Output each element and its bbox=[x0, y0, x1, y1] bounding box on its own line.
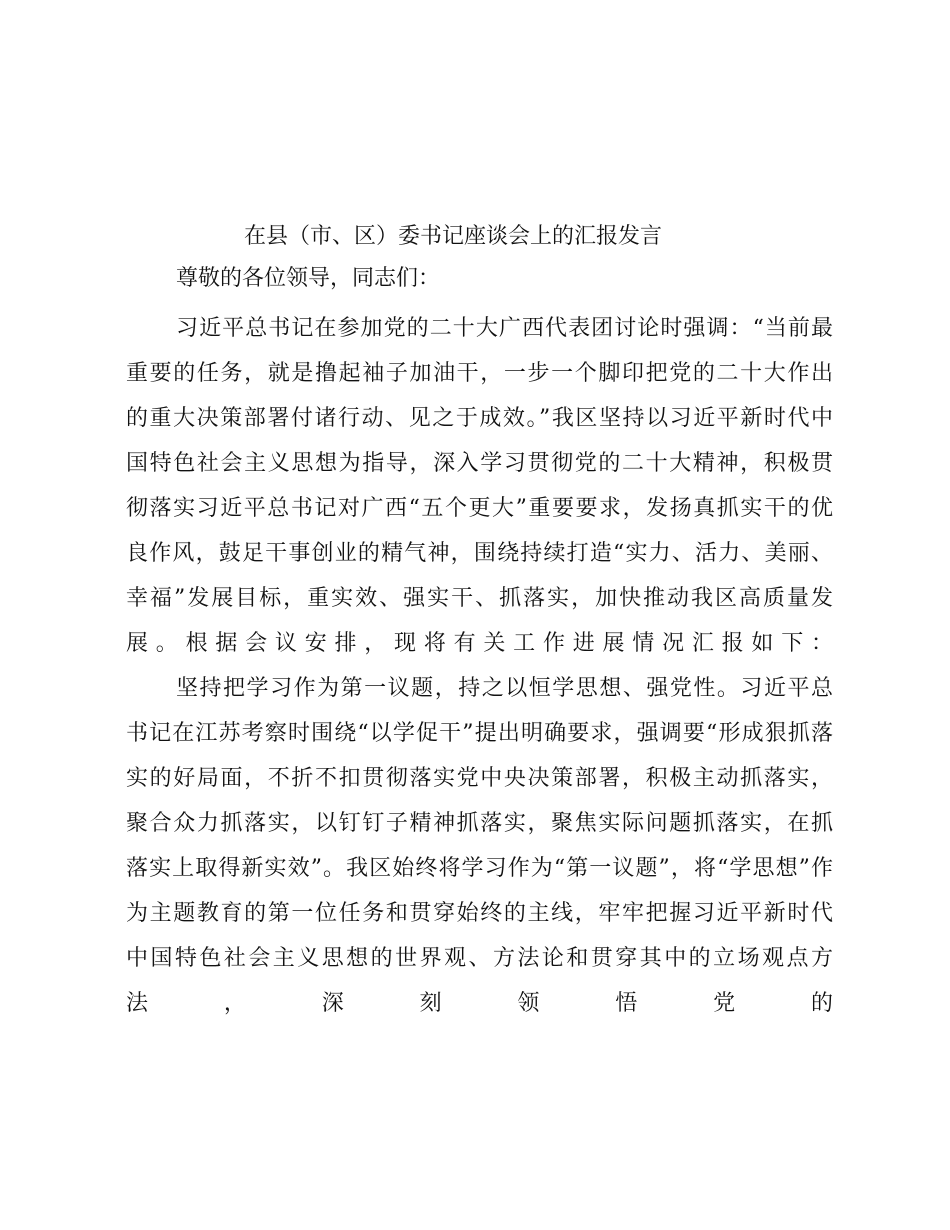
document-body bbox=[126, 218, 834, 1026]
paragraph-intro: 习近平总书记在参加党的二十大广西代表团讨论时强调：“当前最重要的任务，就是撸起袖子加油干，一步一个脚印把党的二十大作出的重大决策部署付诸行动、见之于成效。”我区坚持以习近平新时代中国特色社会主义思想为指导，深入学习贯彻党的二十大精神，积极贯彻落实习近平总书记对广西“五个更大”重要要求，发扬真抓实干的优良作风，鼓足干事创业的精气神，围绕持续打造“实力、活力、美丽、幸福”发展目标，重实效、强实干、抓落实，加快推动我区高质量发展。根据会议安排，现将有关工作进展情况汇报如下： bbox=[126, 316, 834, 656]
paragraph-study-first: 坚持把学习作为第一议题，持之以恒学思想、强党性。习近平总书记在江苏考察时围绕“以学促干”提出明确要求，强调要“形成狠抓落实的好局面，不折不扣贯彻落实党中央决策部署，积极主动抓落实，聚合众力抓落实，以钉钉子精神抓落实，聚焦实际问题抓落实，在抓落实上取得新实效”。我区始终将学习作为“第一议题”，将“学思想”作为主题教育的第一位任务和贯穿始终的主线，牢牢把握习近平新时代中国特色社会主义思想的世界观、方法论和贯穿其中的立场观点方法，深刻领悟党的 bbox=[126, 676, 834, 1016]
salutation: 尊敬的各位领导，同志们： bbox=[176, 266, 441, 291]
document-title: 在县（市、区）委书记座谈会上的汇报发言 bbox=[244, 224, 663, 249]
